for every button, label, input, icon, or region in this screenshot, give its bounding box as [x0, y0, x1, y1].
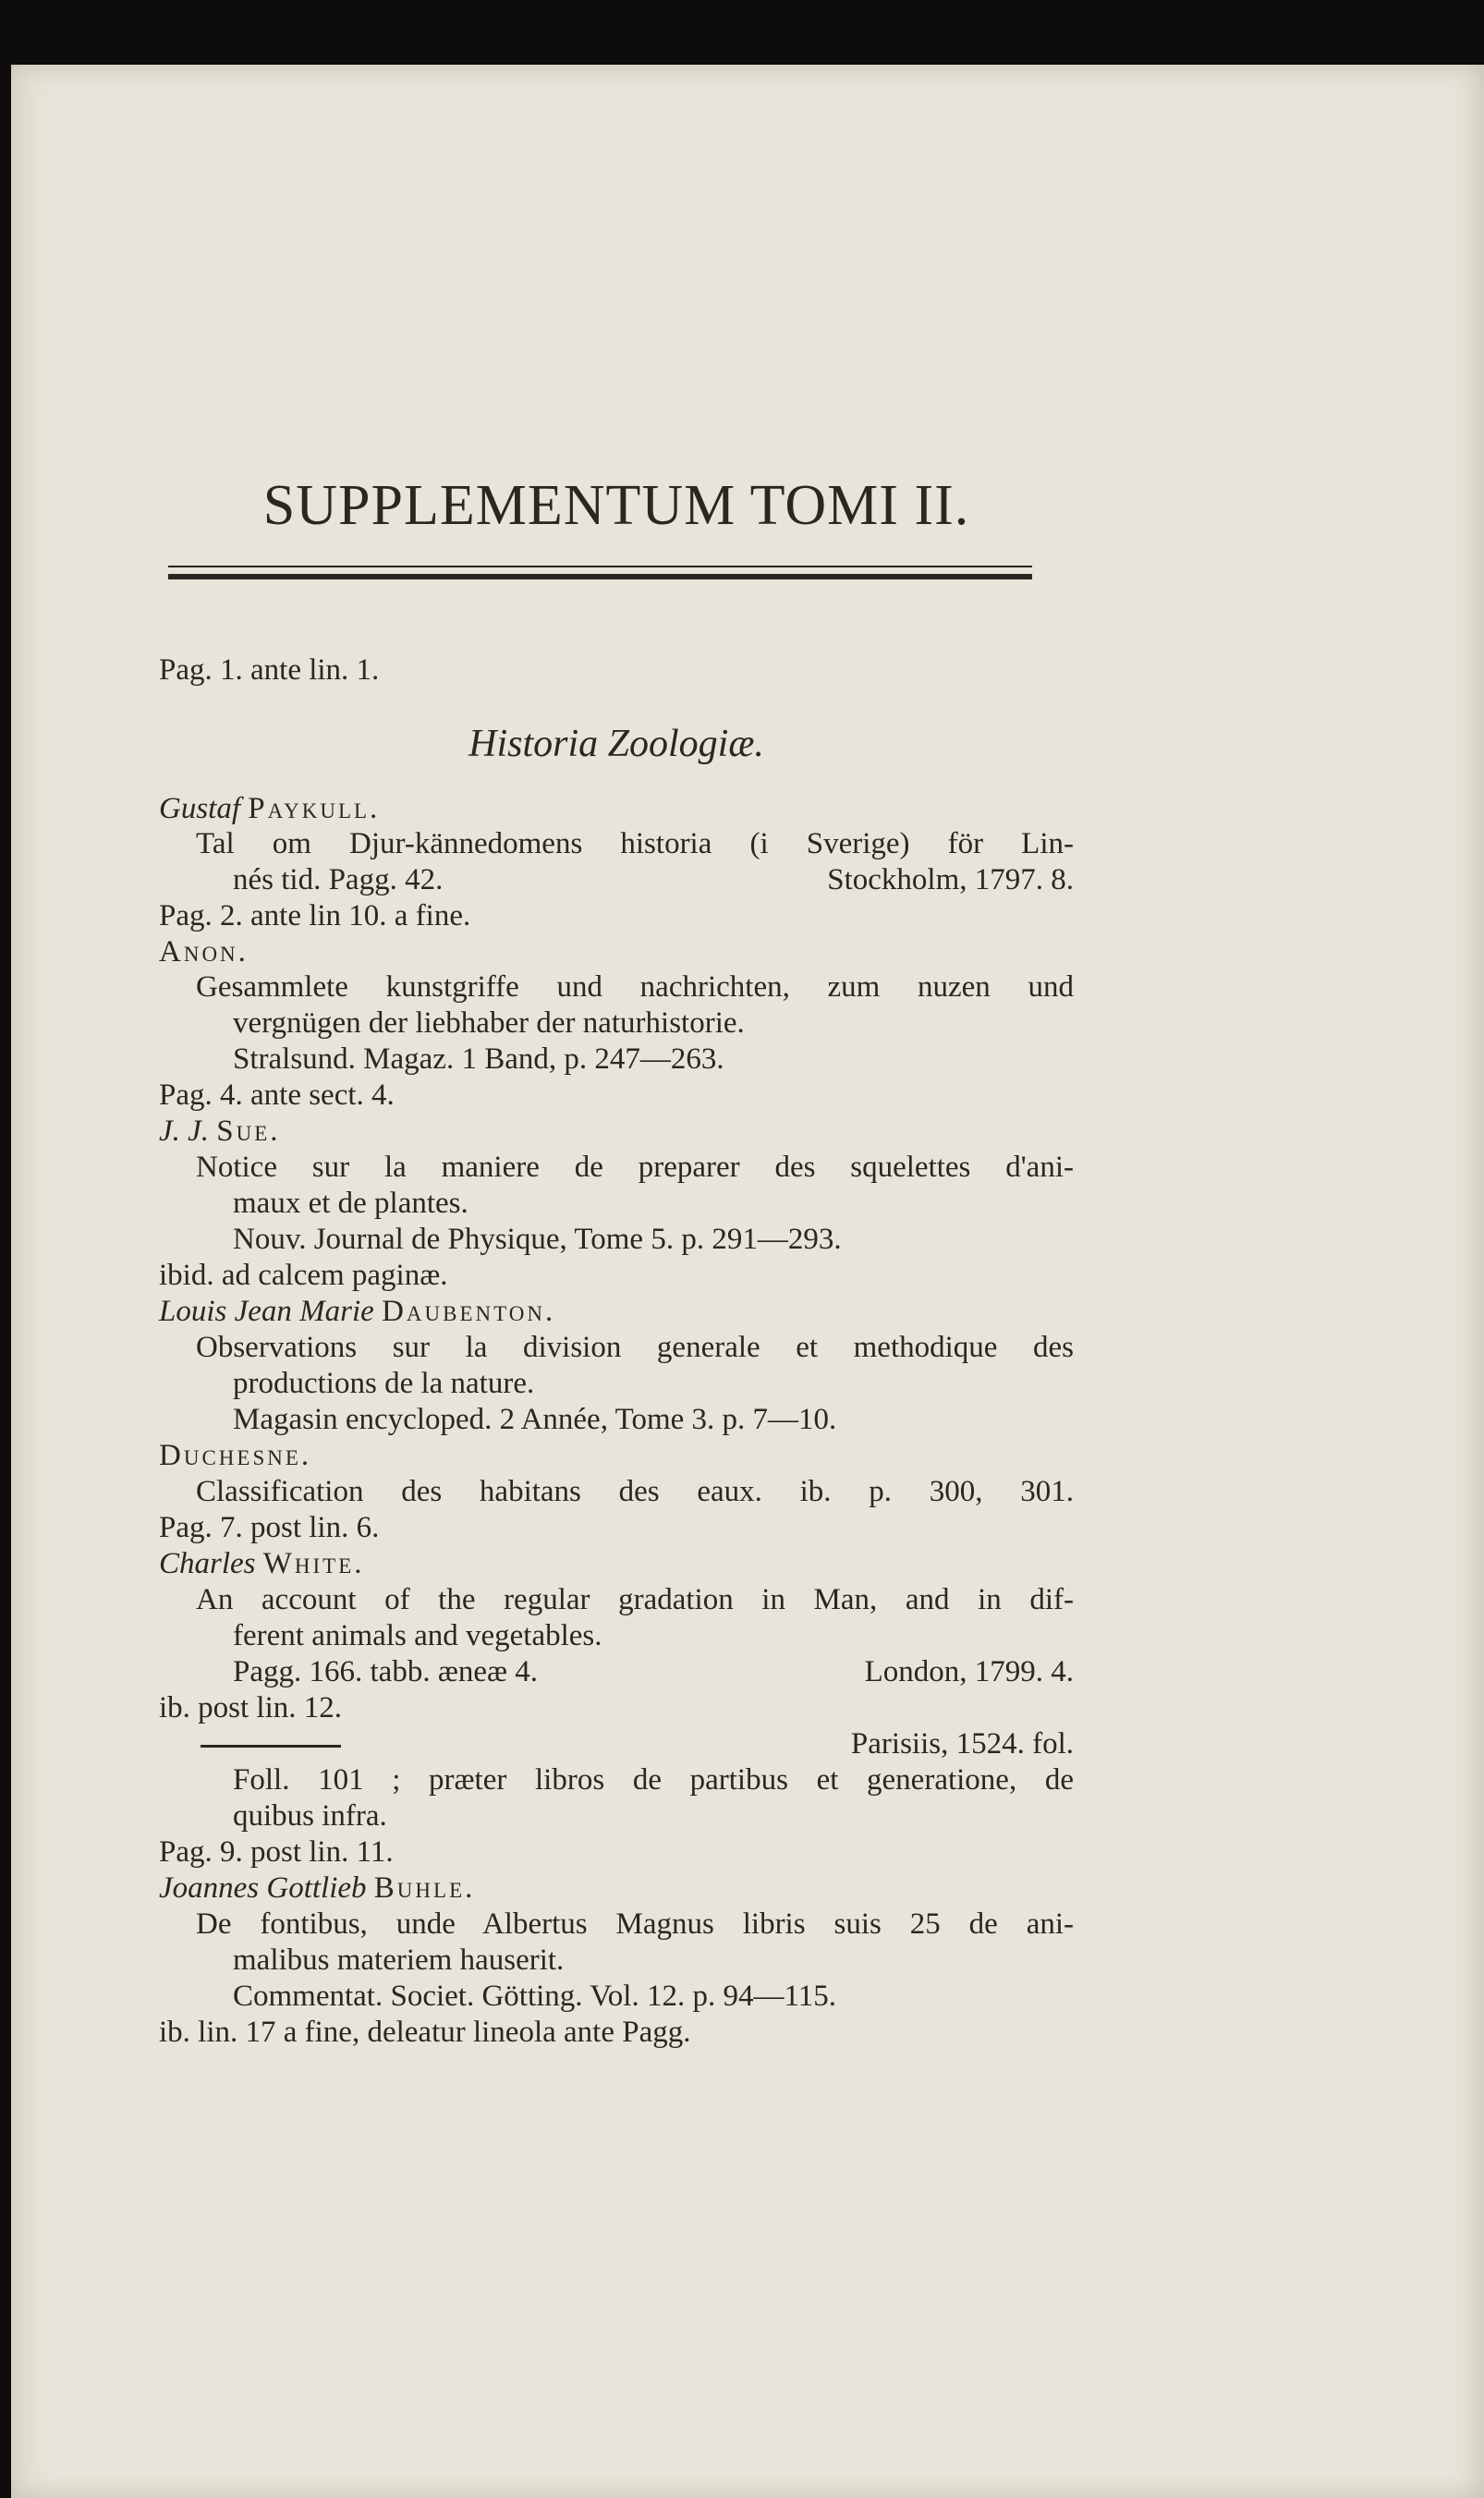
author-surname: Paykull. — [248, 792, 381, 825]
entry-text: Magasin encycloped. 2 Année, Tome 3. p. 7—10. — [233, 1403, 837, 1436]
author-surname: Sue. — [216, 1115, 281, 1148]
entry-text-right: London, 1799. 4. — [864, 1655, 1074, 1688]
author-surname: Anon. — [159, 935, 249, 969]
entry-text: maux et de plantes. — [233, 1187, 468, 1220]
author-line — [159, 1545, 1074, 1582]
entry-text: Gesammlete kunstgriffe und nachrichten, zum nuzen und — [196, 970, 1074, 1004]
entry-text-split — [233, 1653, 1074, 1690]
page-title: SUPPLEMENTUM TOMI II. — [262, 474, 970, 537]
entry-text: Tal om Djur-kännedomens historia (i Sverige) för Lin- — [196, 827, 1074, 860]
entry-text: Classification des habitans des eaux. ib. p. 300, 301. — [196, 1475, 1074, 1508]
author-surname: White. — [262, 1547, 365, 1580]
entry-text: ferent animals and vegetables. — [233, 1619, 602, 1652]
entry-text: Observations sur la division generale et methodique des — [196, 1331, 1074, 1364]
author-surname: Duchesne. — [159, 1439, 312, 1472]
author-line — [159, 933, 1074, 970]
entry-text-split — [159, 1725, 1074, 1762]
author-first-name: J. J. — [159, 1115, 210, 1148]
author-line — [159, 790, 1074, 827]
author-first-name: Charles — [159, 1547, 256, 1580]
entry-text: Foll. 101 ; præter libros de partibus et generatione, de — [233, 1763, 1074, 1797]
entry-text-left: Pagg. 166. tabb. æneæ 4. — [233, 1655, 538, 1688]
entry-text: productions de la nature. — [233, 1367, 535, 1400]
entry-text: Stralsund. Magaz. 1 Band, p. 247—263. — [233, 1042, 724, 1076]
entry-text: Commentat. Societ. Götting. Vol. 12. p. 94—115. — [233, 1980, 836, 2013]
author-surname: Buhle. — [373, 1871, 476, 1905]
author-line — [159, 1437, 1074, 1474]
author-line — [159, 1113, 1074, 1150]
entry-text-right: Stockholm, 1797. 8. — [827, 863, 1074, 896]
title-rule-thin — [168, 566, 1032, 567]
author-surname: Daubenton. — [382, 1295, 556, 1328]
page-reference: Pag. 9. post lin. 11. — [159, 1835, 394, 1869]
entry-text-right: Parisiis, 1524. fol. — [850, 1727, 1074, 1761]
author-first-name: Joannes Gottlieb — [159, 1871, 367, 1905]
title-rule-thick — [168, 574, 1032, 579]
entry-text: vergnügen der liebhaber der naturhistorie. — [233, 1006, 745, 1040]
page-reference: Pag. 7. post lin. 6. — [159, 1511, 380, 1544]
section-heading: Historia Zoologiæ. — [468, 723, 764, 765]
entry-text: An account of the regular gradation in Man, and in dif- — [196, 1583, 1074, 1616]
page-reference: ibid. ad calcem paginæ. — [159, 1259, 448, 1292]
page-reference: Pag. 1. ante lin. 1. — [159, 653, 380, 687]
author-line — [159, 1293, 1074, 1330]
page-reference: Pag. 2. ante lin 10. a fine. — [159, 899, 471, 932]
page-reference: ib. lin. 17 a fine, deleatur lineola ante Pagg. — [159, 2016, 691, 2049]
page-reference: ib. post lin. 12. — [159, 1691, 343, 1724]
entry-text: De fontibus, unde Albertus Magnus libris suis 25 de ani- — [196, 1907, 1074, 1941]
entry-text: Nouv. Journal de Physique, Tome 5. p. 291—293. — [233, 1223, 842, 1256]
entry-text: quibus infra. — [233, 1799, 387, 1833]
page-reference: Pag. 4. ante sect. 4. — [159, 1078, 395, 1112]
omission-dash — [201, 1745, 341, 1748]
entry-text-left: nés tid. Pagg. 42. — [233, 863, 444, 896]
entry-text: malibus materiem hauserit. — [233, 1944, 565, 1977]
author-first-name: Gustaf — [159, 792, 241, 825]
book-page — [11, 65, 1484, 2498]
entry-text: Notice sur la maniere de preparer des squelettes d'ani- — [196, 1151, 1074, 1184]
entry-text-split — [233, 861, 1074, 898]
author-line — [159, 1870, 1074, 1907]
author-first-name: Louis Jean Marie — [159, 1295, 374, 1328]
